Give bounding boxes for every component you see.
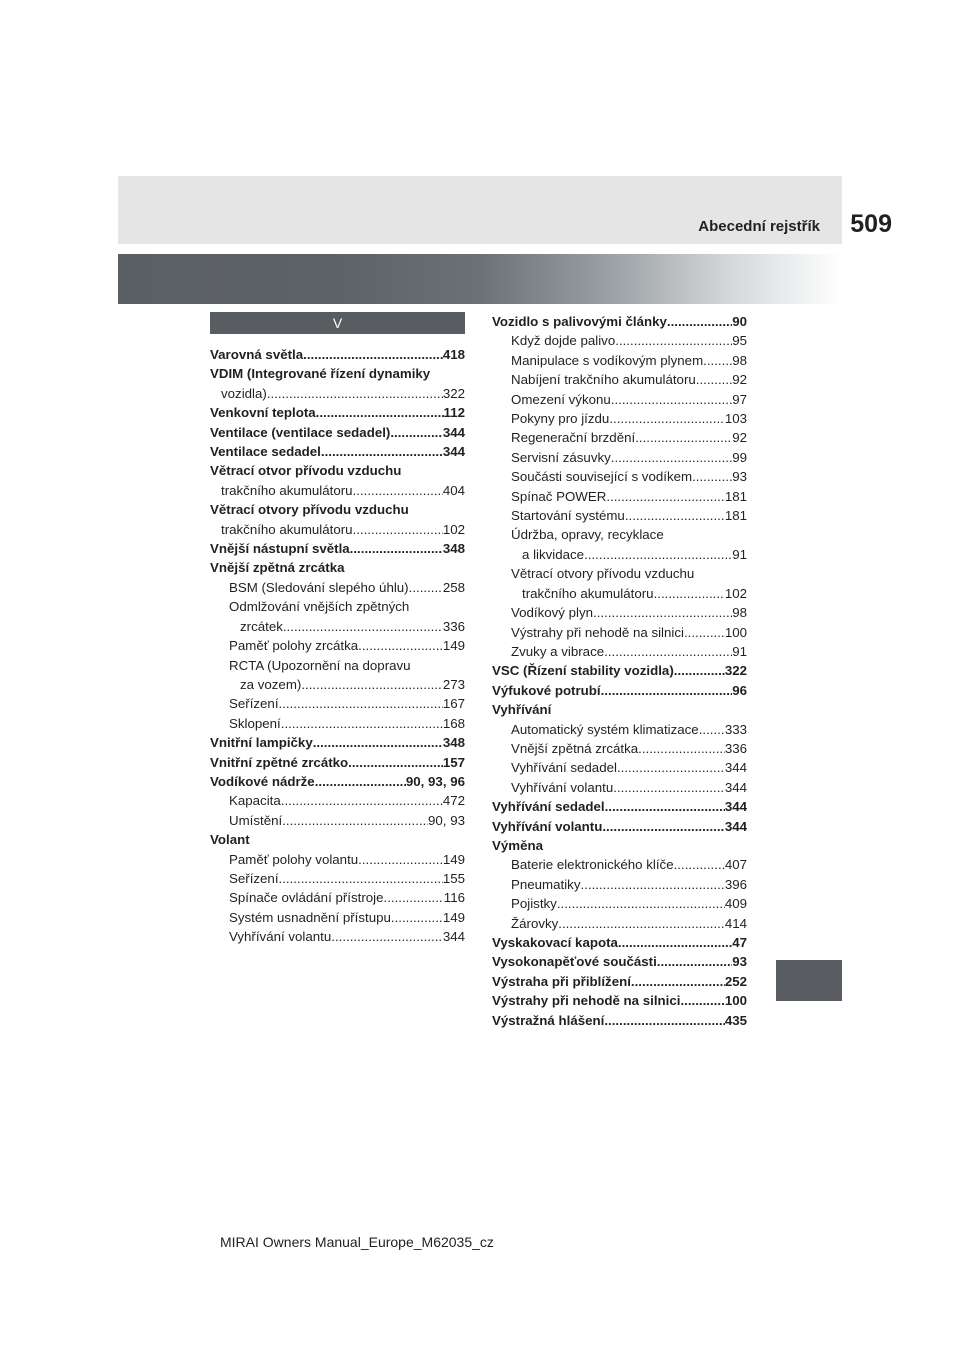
index-entry <box>210 675 465 694</box>
entry-label: VDIM (Integrované řízení dynamiky <box>210 366 431 382</box>
entry-label: Výstraha při přiblížení <box>492 973 631 989</box>
entry-label: Varovná světla <box>210 347 304 362</box>
index-entry <box>492 875 747 894</box>
index-entry <box>492 700 747 719</box>
entry-page: 181 <box>724 508 747 524</box>
index-entry <box>492 525 747 544</box>
dot-leader <box>283 617 443 636</box>
entry-label: a likvidace <box>522 546 585 562</box>
dot-leader <box>609 409 725 428</box>
index-entry <box>210 403 465 422</box>
entry-page: 100 <box>724 993 747 1009</box>
entry-label: Vozidlo s palivovými články <box>492 314 667 329</box>
entry-label: Omezení výkonu <box>511 391 611 407</box>
index-entry <box>210 558 465 577</box>
entry-page: 168 <box>442 715 465 731</box>
entry-label: vozidla) <box>221 385 267 401</box>
dot-leader <box>303 345 443 364</box>
entry-label: Manipulace s vodíkovým plynem <box>511 352 704 368</box>
dot-leader <box>331 927 443 946</box>
entry-label: Vyhřívání <box>492 702 552 718</box>
dot-leader <box>301 675 442 694</box>
entry-page: 93 <box>732 469 747 485</box>
index-entry <box>492 390 747 409</box>
dot-leader <box>390 423 442 442</box>
entry-label: Výměna <box>492 837 543 853</box>
entry-page: 336 <box>442 618 465 634</box>
dot-leader <box>703 351 732 370</box>
entry-label: Seřízení <box>229 696 279 712</box>
index-entry <box>492 952 747 971</box>
dot-leader <box>313 733 443 752</box>
index-entry <box>492 681 747 700</box>
dot-leader <box>605 797 725 816</box>
entry-page: 90, 93 <box>428 812 465 828</box>
index-entry <box>210 908 465 927</box>
entry-label: Vyhřívání sedadel <box>511 760 617 776</box>
dot-leader <box>638 739 725 758</box>
entry-label: Ventilace sedadel <box>210 444 321 460</box>
index-entry <box>492 914 747 933</box>
index-entry <box>210 520 465 539</box>
entry-page: 98 <box>732 352 747 368</box>
index-entry <box>492 428 747 447</box>
entry-label: Vnější nástupní světla <box>210 541 350 557</box>
entry-label: Větrací otvory přívodu vzduchu <box>210 502 409 518</box>
entry-label: Systém usnadnění přístupu <box>229 909 391 925</box>
section-title: Abecední rejstřík <box>698 218 820 235</box>
index-entry <box>492 758 747 777</box>
entry-label: Vyhřívání sedadel <box>492 799 605 815</box>
entry-page: 409 <box>724 896 747 912</box>
index-entry <box>492 312 747 331</box>
dot-leader <box>315 772 406 791</box>
entry-label: Odmlžování vnějších zpětných <box>229 599 410 615</box>
index-entry <box>492 370 747 389</box>
dot-leader <box>684 623 725 642</box>
entry-label: Venkovní teplota <box>210 405 316 421</box>
entry-page: 102 <box>724 585 747 601</box>
entry-page: 348 <box>442 735 465 751</box>
entry-label: Výstrahy při nehodě na silnici <box>511 624 684 640</box>
entry-page: 322 <box>442 385 465 401</box>
entry-label: Volant <box>210 832 250 848</box>
entry-label: trakčního akumulátoru <box>221 482 353 498</box>
entry-label: Vnitřní zpětné zrcátko <box>210 754 349 770</box>
entry-page: 404 <box>442 482 465 498</box>
entry-label: Výstrahy při nehodě na silnici <box>492 993 681 1009</box>
entry-label: Vnější zpětná zrcátka <box>210 560 345 576</box>
index-entry <box>210 811 465 830</box>
index-entry <box>210 617 465 636</box>
index-entry <box>210 888 465 907</box>
dot-leader <box>316 403 444 422</box>
entry-label: za vozem) <box>240 676 302 692</box>
entry-page: 344 <box>724 818 747 834</box>
index-entry <box>210 364 465 383</box>
entry-page: 322 <box>724 663 747 679</box>
entry-label: Větrací otvor přívodu vzduchu <box>210 463 402 479</box>
dot-leader <box>281 791 443 810</box>
dot-leader <box>604 1011 724 1030</box>
entry-page: 47 <box>732 935 747 950</box>
entry-page: 116 <box>443 890 465 906</box>
entry-label: Vyhřívání volantu <box>511 779 614 795</box>
entry-page: 90, 93, 96 <box>405 773 465 789</box>
dot-leader <box>358 850 443 869</box>
index-entry <box>492 972 747 991</box>
entry-label: Seřízení <box>229 870 279 886</box>
index-entry <box>210 927 465 946</box>
entry-label: Regenerační brzdění <box>511 430 636 446</box>
index-entry <box>492 1011 747 1030</box>
index-entry <box>210 345 465 364</box>
dot-leader <box>409 578 443 597</box>
dot-leader <box>654 584 725 603</box>
entry-label: Spínač POWER <box>511 488 607 504</box>
index-entry <box>492 720 747 739</box>
dot-leader <box>631 972 725 991</box>
entry-page: 344 <box>442 929 465 945</box>
index-entry <box>492 603 747 622</box>
entry-page: 91 <box>732 546 747 562</box>
entry-page: 396 <box>724 876 747 892</box>
entry-page: 167 <box>442 696 465 712</box>
entry-page: 93 <box>732 954 747 970</box>
index-entry <box>492 351 747 370</box>
index-entry <box>210 830 465 849</box>
index-entry <box>492 836 747 855</box>
dot-leader <box>601 681 733 700</box>
dot-leader <box>615 331 732 350</box>
entry-page: 91 <box>732 643 747 659</box>
entry-page: 435 <box>724 1012 747 1028</box>
index-entry <box>210 869 465 888</box>
entry-label: RCTA (Upozornění na dopravu <box>229 657 411 673</box>
page-number: 509 <box>850 210 892 238</box>
dot-leader <box>657 952 732 971</box>
entry-page: 99 <box>732 449 747 465</box>
dot-leader <box>353 481 443 500</box>
dot-leader <box>580 875 724 894</box>
index-entry <box>492 797 747 816</box>
entry-page: 414 <box>724 915 747 931</box>
index-entry <box>210 481 465 500</box>
entry-label: Vodíkový plyn <box>511 605 594 621</box>
entry-label: Pneumatiky <box>511 876 581 892</box>
entry-label: Žárovky <box>511 915 559 931</box>
entry-page: 92 <box>732 372 747 388</box>
entry-page: 149 <box>442 909 465 925</box>
index-column-right <box>492 312 747 1030</box>
index-entry <box>210 694 465 713</box>
dot-leader <box>281 714 443 733</box>
dot-leader <box>584 545 732 564</box>
entry-page: 472 <box>442 793 465 809</box>
entry-label: Údržba, opravy, recyklace <box>511 527 664 543</box>
entry-page: 258 <box>442 579 465 595</box>
entry-page: 252 <box>724 973 747 989</box>
entry-page: 336 <box>724 740 747 756</box>
entry-page: 100 <box>724 624 747 640</box>
entry-label: Sklopení <box>229 715 281 731</box>
index-entry <box>210 578 465 597</box>
entry-label: Pokyny pro jízdu <box>511 411 610 427</box>
entry-label: Nabíjení trakčního akumulátoru <box>511 372 696 388</box>
entry-page: 149 <box>442 638 465 654</box>
dot-leader <box>674 661 725 680</box>
index-entry <box>492 739 747 758</box>
entry-page: 344 <box>442 444 465 460</box>
index-entry <box>492 933 747 952</box>
dot-leader <box>618 933 732 952</box>
index-entry <box>210 423 465 442</box>
dot-leader <box>279 694 443 713</box>
entry-label: Zvuky a vibrace <box>511 643 605 659</box>
dot-leader <box>267 384 443 403</box>
entry-page: 149 <box>442 851 465 867</box>
entry-label: Baterie elektronického klíče <box>511 857 674 873</box>
entry-page: 95 <box>732 333 747 349</box>
entry-label: Vyhřívání volantu <box>229 929 332 945</box>
index-entry <box>492 623 747 642</box>
dot-leader <box>613 778 725 797</box>
index-entry <box>492 778 747 797</box>
dot-leader <box>602 817 724 836</box>
entry-page: 181 <box>724 488 747 504</box>
dot-leader <box>593 603 732 622</box>
dot-leader <box>674 855 725 874</box>
index-entry <box>210 791 465 810</box>
entry-label: VSC (Řízení stability vozidla) <box>492 663 674 679</box>
dot-leader <box>667 312 732 331</box>
dot-leader <box>611 390 732 409</box>
index-entry <box>210 461 465 480</box>
index-entry <box>210 733 465 752</box>
entry-label: Vysokonapěťové součásti <box>492 954 657 970</box>
index-entry <box>492 409 747 428</box>
index-entry <box>492 467 747 486</box>
index-entry <box>492 564 747 583</box>
entry-label: trakčního akumulátoru <box>221 521 353 537</box>
dot-leader <box>321 442 443 461</box>
index-entry <box>492 855 747 874</box>
index-entry <box>492 817 747 836</box>
entry-page: 344 <box>724 779 747 795</box>
index-entry <box>492 331 747 350</box>
dot-leader <box>348 753 443 772</box>
entry-label: zrcátek <box>240 618 283 634</box>
dot-leader <box>604 642 732 661</box>
dot-leader <box>353 520 443 539</box>
entry-label: Když dojde palivo <box>511 333 616 349</box>
dot-leader <box>680 991 724 1010</box>
entry-page: 96 <box>732 682 747 698</box>
entry-label: Automatický systém klimatizace <box>511 721 699 737</box>
index-entry <box>492 661 747 680</box>
dot-leader <box>384 888 444 907</box>
entry-label: Paměť polohy volantu <box>229 851 359 867</box>
dot-leader <box>279 869 443 888</box>
entry-label: Vodíkové nádrže <box>210 773 315 789</box>
entry-label: Pojistky <box>511 896 557 912</box>
index-entry <box>210 850 465 869</box>
index-entry <box>492 642 747 661</box>
dot-leader <box>358 636 443 655</box>
entry-label: Ventilace (ventilace sedadel) <box>210 424 391 440</box>
index-column-left <box>210 312 465 947</box>
dot-leader <box>696 370 732 389</box>
entry-page: 98 <box>732 605 747 621</box>
index-entry <box>210 714 465 733</box>
entry-label: Umístění <box>229 812 283 828</box>
index-entry <box>492 894 747 913</box>
entry-page: 418 <box>442 347 465 362</box>
decorative-gradient-bar <box>118 254 842 304</box>
entry-page: 344 <box>724 799 747 815</box>
entry-page: 102 <box>442 521 465 537</box>
index-entry <box>210 636 465 655</box>
index-entry <box>492 506 747 525</box>
dot-leader <box>606 487 724 506</box>
index-entry <box>210 384 465 403</box>
entry-label: Paměť polohy zrcátka <box>229 638 359 654</box>
dot-leader <box>558 914 725 933</box>
dot-leader <box>391 908 443 927</box>
entry-label: Spínače ovládání přístroje <box>229 890 384 906</box>
entry-label: Součásti související s vodíkem <box>511 469 693 485</box>
entry-page: 344 <box>724 760 747 776</box>
dot-leader <box>350 539 443 558</box>
dot-leader <box>635 428 732 447</box>
entry-page: 92 <box>732 430 747 446</box>
entry-label: Kapacita <box>229 793 281 809</box>
index-entry <box>210 597 465 616</box>
index-entry <box>492 584 747 603</box>
entry-label: Výfukové potrubí <box>492 682 601 698</box>
entry-page: 333 <box>724 721 747 737</box>
entry-page: 112 <box>443 405 465 421</box>
entry-page: 273 <box>442 676 465 692</box>
dot-leader <box>625 506 725 525</box>
entry-label: Vyskakovací kapota <box>492 935 618 950</box>
entry-page: 407 <box>724 857 747 873</box>
dot-leader <box>282 811 428 830</box>
entry-label: Startování systému <box>511 508 625 524</box>
dot-leader <box>617 758 725 777</box>
dot-leader <box>611 448 732 467</box>
entry-label: BSM (Sledování slepého úhlu) <box>229 579 409 595</box>
index-entry <box>210 442 465 461</box>
index-entry <box>210 539 465 558</box>
entry-page: 90 <box>732 314 747 329</box>
index-entry <box>492 448 747 467</box>
entry-label: Větrací otvory přívodu vzduchu <box>511 566 695 582</box>
index-entry <box>492 991 747 1010</box>
index-entry <box>210 500 465 519</box>
entry-page: 344 <box>442 424 465 440</box>
entry-page: 157 <box>442 754 465 770</box>
index-entry <box>492 545 747 564</box>
index-entry <box>492 487 747 506</box>
entry-label: trakčního akumulátoru <box>522 585 654 601</box>
entry-label: Vnější zpětná zrcátka <box>511 740 639 756</box>
entry-label: Servisní zásuvky <box>511 449 611 465</box>
index-entry <box>210 772 465 791</box>
index-entry <box>210 753 465 772</box>
index-entry <box>210 656 465 675</box>
side-index-tab <box>776 960 842 1001</box>
dot-leader <box>692 467 732 486</box>
dot-leader <box>699 720 725 739</box>
footer-document-id: MIRAI Owners Manual_Europe_M62035_cz <box>220 1234 494 1250</box>
entry-page: 348 <box>442 541 465 557</box>
dot-leader <box>557 894 725 913</box>
entry-label: Vnitřní lampičky <box>210 735 313 751</box>
entry-label: Výstražná hlášení <box>492 1012 605 1028</box>
entry-label: Vyhřívání volantu <box>492 818 603 834</box>
entry-page: 97 <box>732 391 747 407</box>
entry-page: 155 <box>442 870 465 886</box>
entry-page: 103 <box>724 411 747 427</box>
letter-header: V <box>210 312 465 334</box>
